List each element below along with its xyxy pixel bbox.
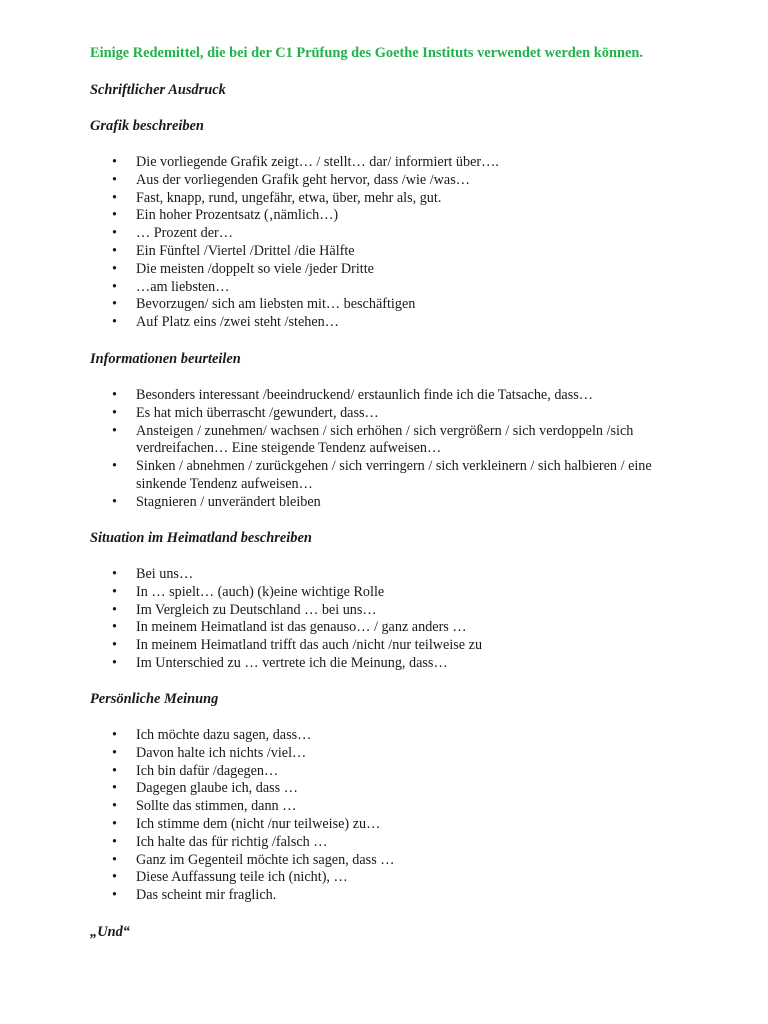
footer-heading: „Und“ (90, 924, 130, 940)
list-item: • Ein hoher Prozentsatz (‚nämlich…) (90, 207, 676, 225)
list-item: • Ich halte das für richtig /falsch … (90, 834, 676, 852)
list-item: • Bei uns… (90, 566, 676, 584)
list-item: • Bevorzugen/ sich am liebsten mit… beschäftigen (90, 296, 676, 314)
section-heading-informationen: Informationen beurteilen (90, 351, 241, 367)
list-item: • Ganz im Gegenteil möchte ich sagen, dass … (90, 852, 676, 870)
main-heading: Schriftlicher Ausdruck (90, 82, 226, 98)
list-item: • Auf Platz eins /zwei steht /stehen… (90, 314, 676, 332)
list-item: • Das scheint mir fraglich. (90, 887, 676, 905)
list-item: • Ansteigen / zunehmen/ wachsen / sich erhöhen / sich vergrößern / sich verdoppeln /sich verdreifachen… Eine steigende Tendenz aufweisen… (90, 423, 676, 459)
list-item: • … Prozent der… (90, 225, 676, 243)
list-item: • Die vorliegende Grafik zeigt… / stellt… dar/ informiert über…. (90, 154, 676, 172)
list-item: • Sollte das stimmen, dann … (90, 798, 676, 816)
list-item: • Ich möchte dazu sagen, dass… (90, 727, 676, 745)
list-item: • Es hat mich überrascht /gewundert, dass… (90, 405, 676, 423)
list-item: • Dagegen glaube ich, dass … (90, 780, 676, 798)
list-item: • Diese Auffassung teile ich (nicht), … (90, 869, 676, 887)
section-heading-meinung: Persönliche Meinung (90, 691, 219, 707)
section-heading-heimatland: Situation im Heimatland beschreiben (90, 530, 312, 546)
list-item: • Fast, knapp, rund, ungefähr, etwa, über, mehr als, gut. (90, 190, 676, 208)
list-item: • In … spielt… (auch) (k)eine wichtige Rolle (90, 584, 676, 602)
list-item: • Davon halte ich nichts /viel… (90, 745, 676, 763)
list-item: • Im Unterschied zu … vertrete ich die Meinung, dass… (90, 655, 676, 673)
list-item: • Aus der vorliegenden Grafik geht hervor, dass /wie /was… (90, 172, 676, 190)
list-item: • Die meisten /doppelt so viele /jeder Dritte (90, 261, 676, 279)
list-item: • Ich bin dafür /dagegen… (90, 763, 676, 781)
list-informationen (90, 387, 676, 512)
list-item: • Ich stimme dem (nicht /nur teilweise) zu… (90, 816, 676, 834)
list-heimatland (90, 566, 676, 673)
list-meinung (90, 727, 676, 905)
list-item: • In meinem Heimatland trifft das auch /nicht /nur teilweise zu (90, 637, 676, 655)
section-heading-grafik: Grafik beschreiben (90, 118, 204, 134)
list-item: • Stagnieren / unverändert bleiben (90, 494, 676, 512)
list-item: • Im Vergleich zu Deutschland … bei uns… (90, 602, 676, 620)
list-item: • In meinem Heimatland ist das genauso… / ganz anders … (90, 619, 676, 637)
list-grafik (90, 154, 676, 332)
list-item: • …am liebsten… (90, 279, 676, 297)
list-item: • Besonders interessant /beeindruckend/ erstaunlich finde ich die Tatsache, dass… (90, 387, 676, 405)
list-item: • Ein Fünftel /Viertel /Drittel /die Hälfte (90, 243, 676, 261)
list-item: • Sinken / abnehmen / zurückgehen / sich verringern / sich verkleinern / sich halbieren / eine sinkende Tendenz aufweisen… (90, 458, 676, 494)
document-title: Einige Redemittel, die bei der C1 Prüfung des Goethe Instituts verwendet werden können. (90, 45, 643, 61)
